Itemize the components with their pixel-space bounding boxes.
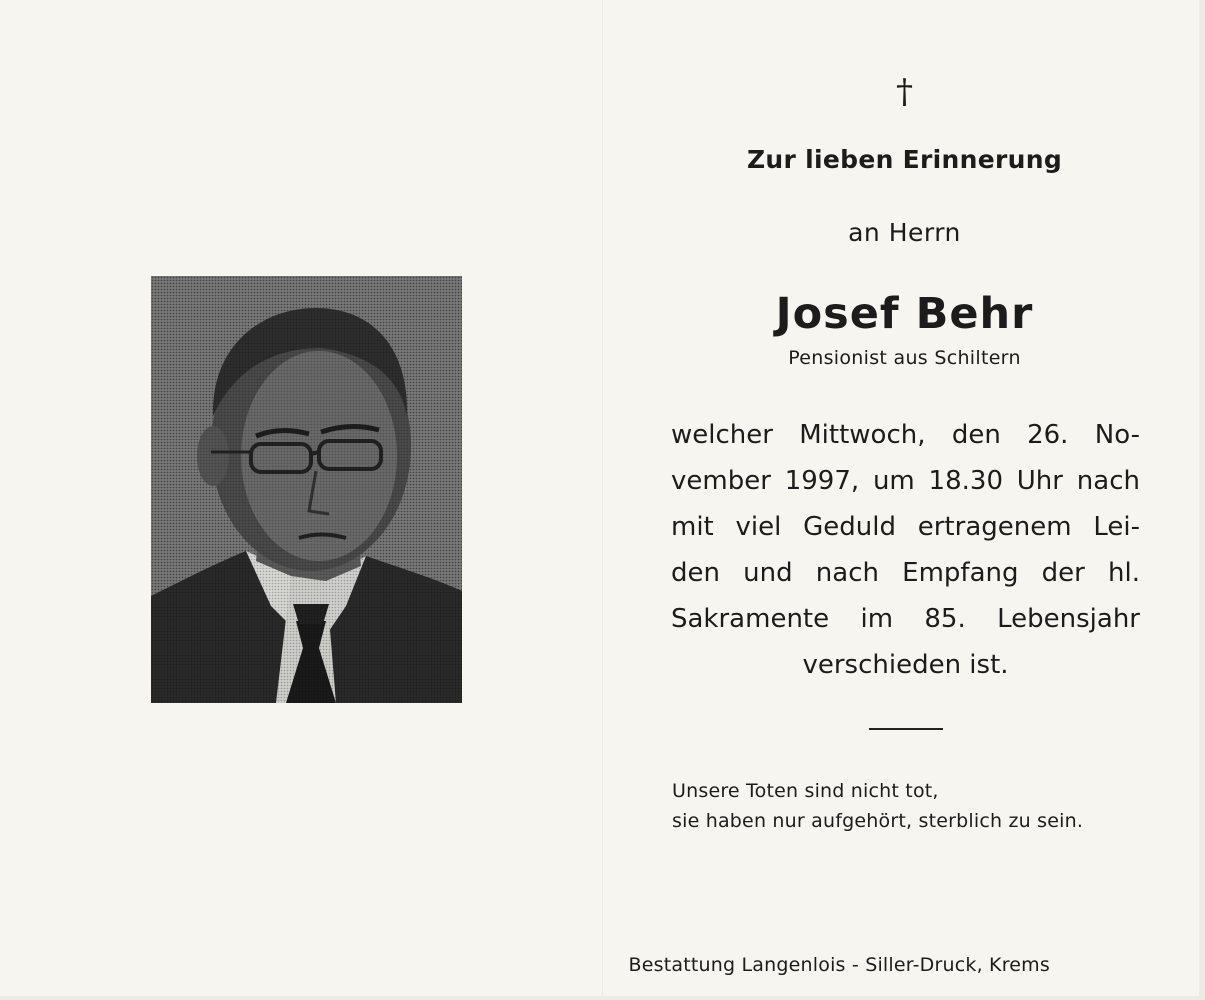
divider [869, 728, 943, 730]
word: ertragenem [917, 512, 1072, 542]
word: um [872, 466, 915, 496]
word: und [743, 558, 793, 588]
salutation: an Herrn [848, 218, 961, 247]
word: 18.30 [928, 466, 1003, 496]
word: verschieden ist. [802, 650, 1009, 680]
cross-icon: † [896, 72, 913, 112]
word: im [860, 604, 894, 634]
heading: Zur lieben Erinnerung [746, 145, 1063, 174]
word: den [951, 420, 1001, 450]
deceased-name: Josef Behr [775, 289, 1034, 339]
word: welcher [671, 420, 773, 450]
word: Uhr [1016, 466, 1063, 496]
word: den [671, 558, 720, 588]
quote-line-1: Unsere Toten sind nicht tot, [672, 780, 939, 802]
portrait-illustration [151, 276, 462, 703]
word: Mittwoch, [799, 420, 926, 450]
word: nach [815, 558, 879, 588]
obituary-line [671, 412, 1140, 458]
obituary-line [671, 642, 1140, 688]
word: hl. [1108, 558, 1140, 588]
word: Geduld [803, 512, 896, 542]
word: 1997, [784, 466, 860, 496]
obituary-line [671, 596, 1140, 642]
word: No- [1094, 420, 1140, 450]
word: Lei- [1093, 512, 1140, 542]
word: 26. [1027, 420, 1069, 450]
quote-line-2: sie haben nur aufgehört, sterblich zu sein. [672, 810, 1084, 832]
word: der [1041, 558, 1085, 588]
obituary-line [671, 550, 1140, 596]
obituary-line [671, 504, 1140, 550]
word: mit [671, 512, 714, 542]
word: vember [671, 466, 771, 496]
printer-credit: Bestattung Langenlois - Siller-Druck, Krems [628, 954, 1050, 976]
word: nach [1076, 466, 1140, 496]
portrait-photo [151, 276, 462, 703]
word: Lebensjahr [997, 604, 1140, 634]
word: Sakramente [671, 604, 830, 634]
word: 85. [924, 604, 966, 634]
obituary-text [671, 412, 1140, 688]
word: Empfang [902, 558, 1019, 588]
occupation: Pensionist aus Schiltern [788, 347, 1021, 369]
obituary-line [671, 458, 1140, 504]
word: viel [735, 512, 782, 542]
memorial-quote [672, 776, 1152, 836]
text-panel [604, 0, 1205, 1000]
